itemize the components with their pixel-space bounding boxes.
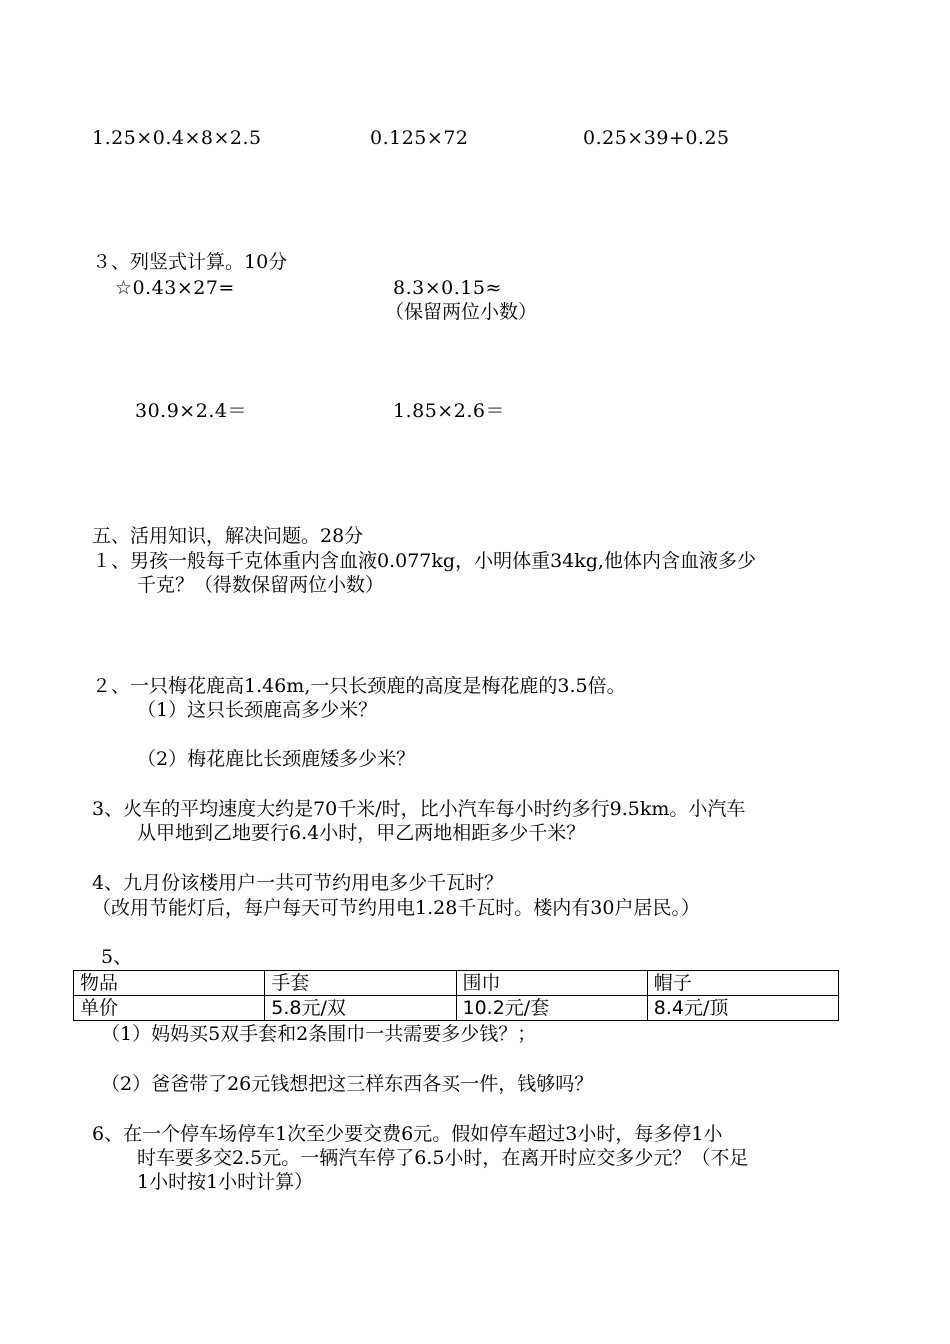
table-cell: 5.8元/双 bbox=[265, 996, 456, 1021]
problem-4-line-1: 4、九月份该楼用户一共可节约用电多少千瓦时？ bbox=[92, 872, 504, 894]
vertical-calc-3: 30.9×2.4＝ bbox=[135, 400, 247, 422]
price-table bbox=[73, 970, 839, 1021]
table-header-cell: 手套 bbox=[265, 971, 456, 996]
problem-3-line-2: 从甲地到乙地要行6.4小时，甲乙两地相距多少千米？ bbox=[137, 822, 586, 844]
calc-expression-3: 0.25×39+0.25 bbox=[583, 127, 730, 149]
problem-6-line-2: 时车要多交2.5元。一辆汽车停了6.5小时，在离开时应交多少元？（不足 bbox=[137, 1147, 749, 1169]
table-header-cell: 帽子 bbox=[647, 971, 838, 996]
calc-expression-1: 1.25×0.4×8×2.5 bbox=[92, 127, 262, 149]
table-header-cell: 围巾 bbox=[456, 971, 647, 996]
problem-2-line-1: ２、一只梅花鹿高1.46m,一只长颈鹿的高度是梅花鹿的3.5倍。 bbox=[92, 675, 626, 697]
table-cell: 单价 bbox=[74, 996, 265, 1021]
problem-5-sub-1: （1）妈妈买5双手套和2条围巾一共需要多少钱？； bbox=[101, 1023, 537, 1045]
section-5-title: 五、活用知识，解决问题。28分 bbox=[92, 525, 364, 547]
problem-4-line-2: （改用节能灯后，每户每天可节约用电1.28千瓦时。楼内有30户居民。） bbox=[92, 897, 700, 919]
problem-5-label: 5、 bbox=[101, 946, 133, 968]
vertical-calc-2-note: （保留两位小数） bbox=[385, 301, 538, 323]
problem-2-sub-2: （2）梅花鹿比长颈鹿矮多少米？ bbox=[137, 748, 416, 770]
table-cell: 10.2元/套 bbox=[456, 996, 647, 1021]
problem-5-sub-2: （2）爸爸带了26元钱想把这三样东西各买一件，钱够吗？ bbox=[101, 1073, 594, 1095]
vertical-calc-2: 8.3×0.15≈ bbox=[393, 277, 502, 299]
problem-1-line-1: １、男孩一般每千克体重内含血液0.077kg，小明体重34kg,他体内含血液多少 bbox=[92, 550, 756, 572]
vertical-calc-4: 1.85×2.6＝ bbox=[393, 400, 505, 422]
table-header-cell: 物品 bbox=[74, 971, 265, 996]
problem-2-sub-1: （1）这只长颈鹿高多少米？ bbox=[137, 699, 378, 721]
table-row bbox=[74, 971, 839, 996]
problem-1-line-2: 千克？（得数保留两位小数） bbox=[137, 574, 385, 596]
problem-6-line-3: 1小时按1小时计算） bbox=[137, 1171, 314, 1193]
table-cell: 8.4元/顶 bbox=[647, 996, 838, 1021]
vertical-calc-1: ☆0.43×27= bbox=[115, 277, 235, 299]
problem-3-line-1: 3、火车的平均速度大约是70千米/时，比小汽车每小时约多行9.5km。小汽车 bbox=[92, 798, 746, 820]
section-3-title: ３、列竖式计算。10分 bbox=[92, 251, 288, 273]
problem-6-line-1: 6、在一个停车场停车1次至少要交费6元。假如停车超过3小时，每多停1小 bbox=[92, 1123, 723, 1145]
calc-expression-2: 0.125×72 bbox=[370, 127, 469, 149]
table-row bbox=[74, 996, 839, 1021]
